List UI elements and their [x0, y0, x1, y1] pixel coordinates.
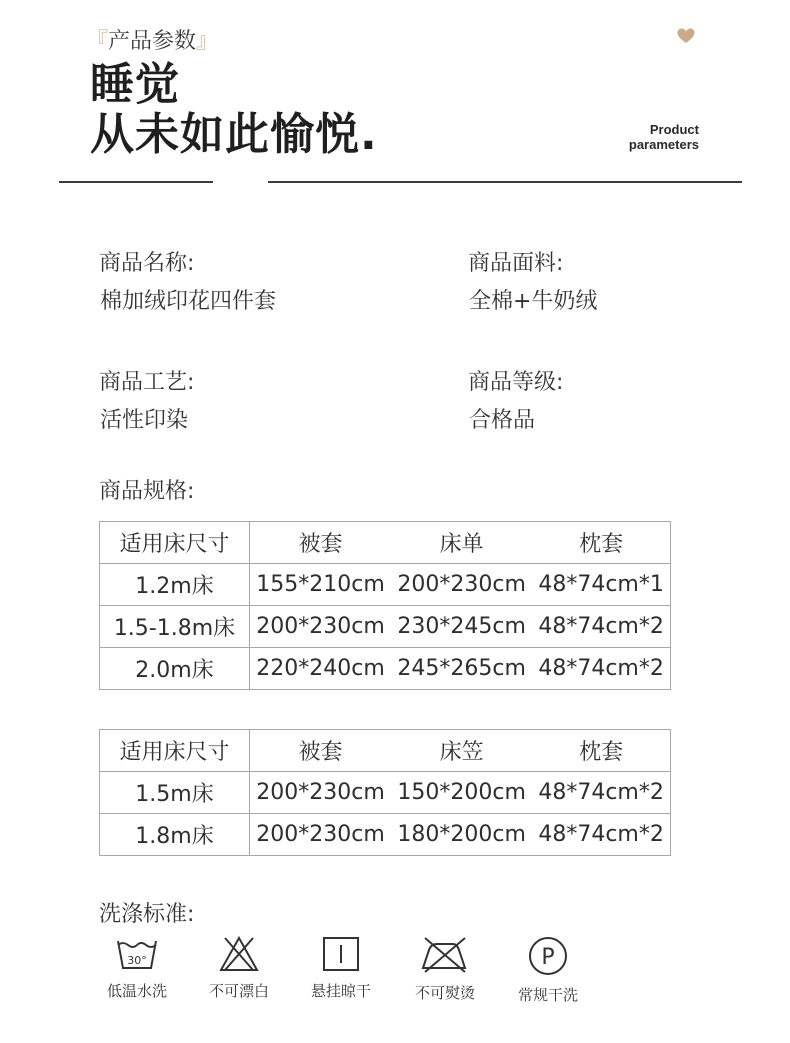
table-row	[100, 772, 671, 814]
table-row	[100, 814, 671, 856]
table-cell: 155*210cm	[250, 564, 392, 606]
product-craft-label: 商品工艺:	[99, 370, 195, 395]
care-item-bleach	[194, 936, 284, 1001]
care-caption: 不可熨烫	[414, 984, 475, 1002]
table-cell: 2.0m床	[100, 648, 250, 690]
spec-table-fitted	[99, 729, 671, 856]
care-caption: 悬挂晾干	[310, 982, 371, 1000]
header-cell-pillowcase: 枕套	[532, 522, 670, 564]
care-label: 洗涤标准:	[99, 902, 195, 927]
product-fabric-label: 商品面料:	[468, 251, 564, 276]
table-row	[100, 606, 671, 648]
table-cell: 200*230cm	[250, 606, 392, 648]
divider-right	[268, 181, 742, 183]
care-item-wash	[92, 936, 182, 1001]
dry-clean-letter: P	[541, 945, 555, 970]
product-fabric-value: 全棉+牛奶绒	[469, 289, 598, 314]
table-cell: 48*74cm*2	[532, 772, 670, 814]
table-cell: 230*245cm	[391, 606, 532, 648]
header-cell-duvet: 被套	[250, 730, 392, 772]
section-tag	[86, 24, 218, 55]
dry-clean-p-icon	[526, 936, 570, 976]
product-name-value: 棉加绒印花四件套	[100, 289, 277, 314]
title-line-1: 睡觉	[90, 59, 180, 110]
table-cell: 180*200cm	[391, 814, 532, 856]
wash-30-icon	[115, 936, 159, 972]
divider-left	[59, 181, 213, 183]
table-cell: 220*240cm	[250, 648, 392, 690]
table-cell: 48*74cm*2	[532, 814, 670, 856]
care-item-iron	[400, 936, 490, 1003]
care-caption: 常规干洗	[517, 986, 578, 1004]
product-spec-label: 商品规格:	[99, 479, 195, 504]
wash-temperature-text: 30°	[127, 954, 147, 967]
table-cell: 200*230cm	[391, 564, 532, 606]
english-subtitle-line-1: Product	[649, 122, 699, 137]
header-cell-pillowcase: 枕套	[532, 730, 670, 772]
spec-table-sheet	[99, 521, 671, 690]
table-cell: 48*74cm*1	[532, 564, 670, 606]
header-cell-fitted-sheet: 床笠	[391, 730, 532, 772]
table-cell: 48*74cm*2	[532, 606, 670, 648]
product-name-label: 商品名称:	[99, 251, 195, 276]
bracket-close: 』	[196, 29, 219, 54]
table-header-row	[100, 730, 671, 772]
header-cell-duvet: 被套	[250, 522, 392, 564]
care-caption: 不可漂白	[208, 982, 269, 1000]
care-item-dry	[296, 936, 386, 1001]
page-title	[90, 60, 378, 160]
table-cell: 1.5m床	[100, 772, 250, 814]
table-cell: 1.5-1.8m床	[100, 606, 250, 648]
header-cell-size: 适用床尺寸	[100, 730, 250, 772]
care-caption: 低温水洗	[106, 982, 167, 1000]
table-row	[100, 564, 671, 606]
header-cell-size: 适用床尺寸	[100, 522, 250, 564]
bracket-open: 『	[86, 29, 109, 54]
section-tag-label: 产品参数	[108, 29, 197, 54]
no-iron-icon	[419, 936, 471, 974]
title-line-2: 从未如此愉悦.	[90, 109, 378, 160]
table-row	[100, 648, 671, 690]
table-cell: 200*230cm	[250, 772, 392, 814]
product-grade-label: 商品等级:	[468, 370, 564, 395]
table-cell: 200*230cm	[250, 814, 392, 856]
header-cell-sheet: 床单	[391, 522, 532, 564]
heart-icon	[676, 26, 696, 46]
table-cell: 1.8m床	[100, 814, 250, 856]
table-cell: 1.2m床	[100, 564, 250, 606]
care-item-dryclean	[503, 936, 593, 1005]
product-grade-value: 合格品	[469, 408, 536, 433]
table-header-row	[100, 522, 671, 564]
product-craft-value: 活性印染	[100, 408, 189, 433]
line-dry-icon	[319, 936, 363, 972]
table-cell: 150*200cm	[391, 772, 532, 814]
english-subtitle	[629, 122, 699, 152]
table-cell: 48*74cm*2	[532, 648, 670, 690]
english-subtitle-line-2: parameters	[628, 137, 699, 152]
table-cell: 245*265cm	[391, 648, 532, 690]
no-bleach-icon	[217, 936, 261, 972]
